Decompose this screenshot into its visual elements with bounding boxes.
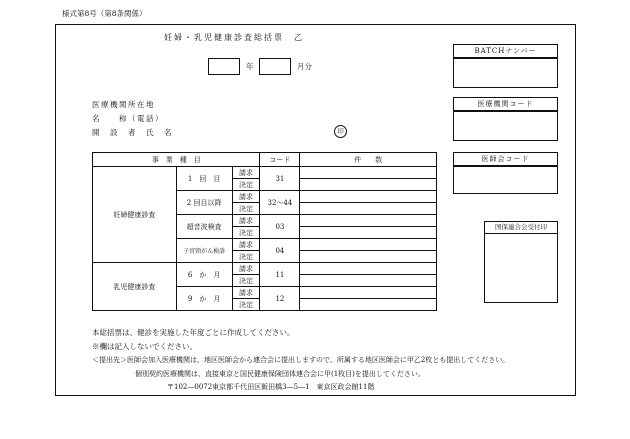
sub-decision: 決定 [232, 251, 260, 263]
year-input[interactable] [208, 58, 240, 75]
address-label: 医療機関所在地 [92, 100, 155, 109]
item-row: 6 か 月 [176, 263, 232, 287]
seal-mark: 印 [334, 125, 347, 138]
note-1: 本総括票は、健診を実施した年度ごとに作成してください。 [92, 328, 295, 337]
count-claim-cell[interactable] [300, 215, 437, 227]
count-claim-cell[interactable] [300, 287, 437, 299]
count-claim-cell[interactable] [300, 263, 437, 275]
header-item: 事 業 種 目 [93, 153, 260, 167]
sub-claim: 請求 [232, 167, 260, 179]
sub-claim: 請求 [232, 239, 260, 251]
form-number: 様式第8号（第8条関係） [62, 9, 147, 18]
code-cell: 03 [260, 215, 300, 239]
item-row: 超音波検査 [176, 215, 232, 239]
count-decision-cell[interactable] [300, 203, 437, 215]
institution-code-input[interactable] [453, 111, 558, 141]
count-decision-cell[interactable] [300, 179, 437, 191]
sub-claim: 請求 [232, 191, 260, 203]
sub-claim: 請求 [232, 263, 260, 275]
sub-claim: 請求 [232, 215, 260, 227]
sub-decision: 決定 [232, 227, 260, 239]
batch-label: BATCHナンバー [453, 44, 558, 58]
item-row: 9 か 月 [176, 287, 232, 311]
month-input[interactable] [259, 58, 291, 75]
sub-decision: 決定 [232, 179, 260, 191]
count-claim-cell[interactable] [300, 239, 437, 251]
name-phone-label: 名 称（電話） [92, 114, 164, 123]
count-decision-cell[interactable] [300, 299, 437, 311]
count-claim-cell[interactable] [300, 167, 437, 179]
summary-table [92, 152, 437, 311]
count-decision-cell[interactable] [300, 227, 437, 239]
group-maternal: 妊婦健康診査 [93, 167, 177, 263]
item-row: 2 回目以降 [176, 191, 232, 215]
month-label: 月分 [297, 62, 312, 71]
code-cell: 31 [260, 167, 300, 191]
code-cell: 12 [260, 287, 300, 311]
kokuho-stamp-label: 国保連合会受付印 [485, 222, 557, 234]
group-infant: 乳児健康診査 [93, 263, 177, 311]
code-cell: 04 [260, 239, 300, 263]
form-title: 妊婦・乳児健康診査総括票 乙 [164, 33, 304, 42]
kokuho-stamp-box [484, 221, 558, 303]
code-cell: 11 [260, 263, 300, 287]
code-cell: 32〜44 [260, 191, 300, 215]
note-2: ※欄は記入しないでください。 [92, 342, 197, 351]
physician-code-label: 医師会コード [453, 152, 558, 166]
header-count: 件 数 [300, 153, 437, 167]
address-footer: 〒102―0072東京都千代田区飯田橋3―5―1 東京区政会館11階 [167, 383, 375, 391]
physician-code-input[interactable] [453, 166, 558, 194]
founder-label: 開 設 者 氏 名 [92, 128, 173, 137]
batch-number-input[interactable] [453, 58, 558, 88]
item-row: 1 回 目 [176, 167, 232, 191]
item-row: 子宮頸がん検診 [176, 239, 232, 263]
institution-code-label: 医療機関コード [453, 97, 558, 111]
note-4: 個別契約医療機関は、直接東京と国民健康保険団体連合会に甲(1枚目)を提出してください。 [135, 370, 425, 378]
sub-decision: 決定 [232, 275, 260, 287]
sub-claim: 請求 [232, 287, 260, 299]
count-decision-cell[interactable] [300, 275, 437, 287]
header-code: コード [260, 153, 300, 167]
note-3: ＜提出先＞医師会加入医療機関は、地区医師会から連合会に提出しますので、所属する地区医師会に甲乙2枚とも提出してください。 [92, 356, 510, 364]
count-decision-cell[interactable] [300, 251, 437, 263]
sub-decision: 決定 [232, 299, 260, 311]
sub-decision: 決定 [232, 203, 260, 215]
count-claim-cell[interactable] [300, 191, 437, 203]
year-label: 年 [246, 62, 254, 71]
